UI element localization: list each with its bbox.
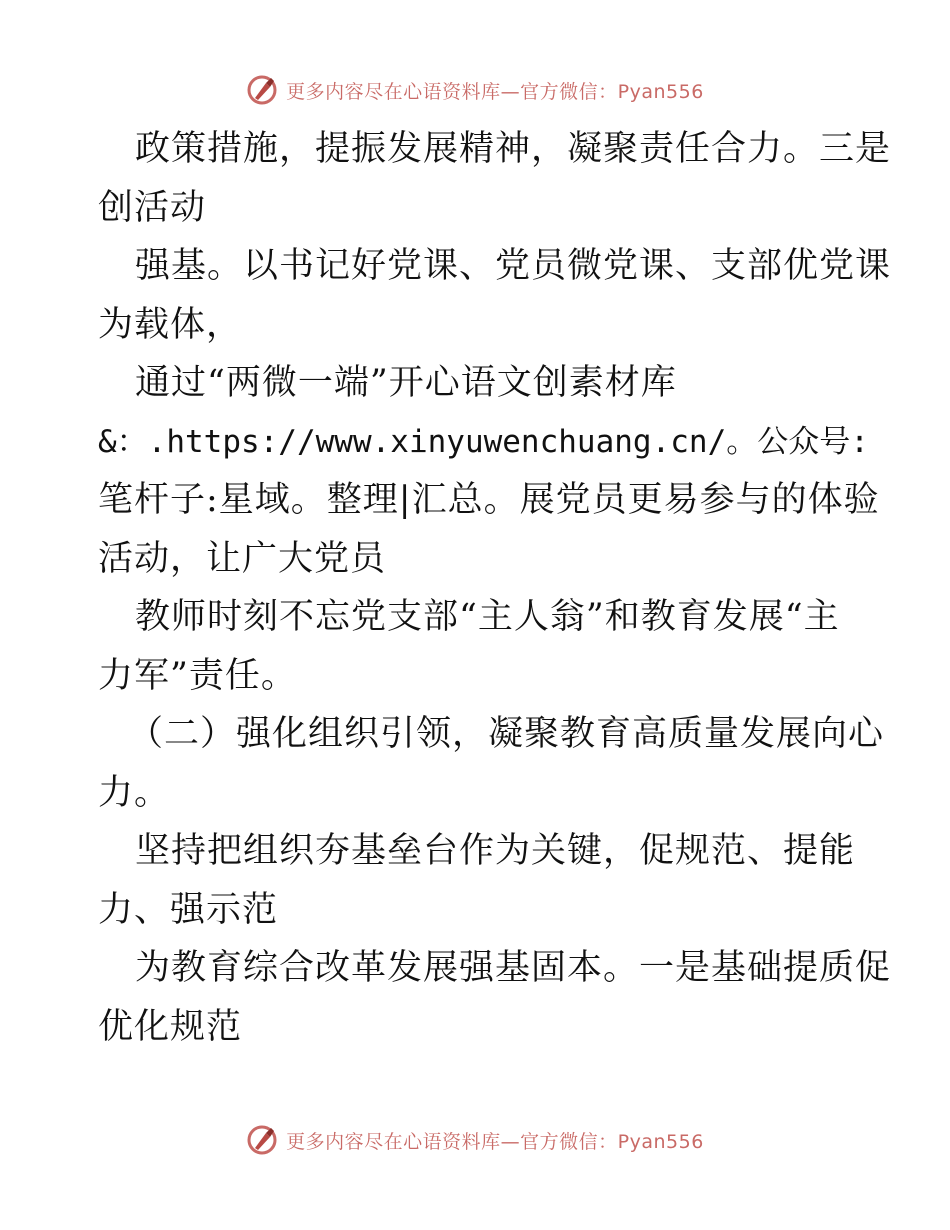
watermark-header <box>0 70 950 110</box>
text-line: 强基。以书记好党课、党员微党课、支部优党课 <box>135 246 892 286</box>
text-line: 坚持把组织夯基垒台作为关键，促规范、提能 <box>135 831 856 871</box>
text-line: 通过“两微一端”开心语文创素材库 <box>135 363 677 403</box>
text-line: 笔杆子:星域。整理|汇总。展党员更易参与的体验 <box>98 480 880 520</box>
pen-nib-logo-icon <box>246 1124 278 1156</box>
text-line: 力。 <box>98 772 171 813</box>
text-line: 教师时刻不忘党支部“主人翁”和教育发展“主 <box>135 597 840 637</box>
text-line-url: &：.https://www.xinyuwenchuang.cn/。公众号: <box>98 423 869 460</box>
text-line: 活动，让广大党员 <box>98 538 387 579</box>
text-line: 为载体， <box>98 304 243 345</box>
text-line: 优化规范 <box>98 1006 243 1047</box>
text-line: 力、强示范 <box>98 889 279 930</box>
watermark-text: 更多内容尽在心语资料库—官方微信：Pyan556 <box>286 80 704 103</box>
watermark-footer <box>0 1120 950 1160</box>
text-line: 为教育综合改革发展强基固本。一是基础提质促 <box>135 948 892 988</box>
text-line: 力军”责任。 <box>98 655 297 696</box>
section-heading: （二）强化组织引领，凝聚教育高质量发展向心 <box>128 714 885 754</box>
text-line: 政策措施，提振发展精神，凝聚责任合力。三是 <box>135 129 892 169</box>
text-line: 创活动 <box>98 187 207 228</box>
document-body <box>98 120 892 1056</box>
pen-nib-logo-icon <box>246 74 278 106</box>
watermark-text: 更多内容尽在心语资料库—官方微信：Pyan556 <box>286 1130 704 1153</box>
